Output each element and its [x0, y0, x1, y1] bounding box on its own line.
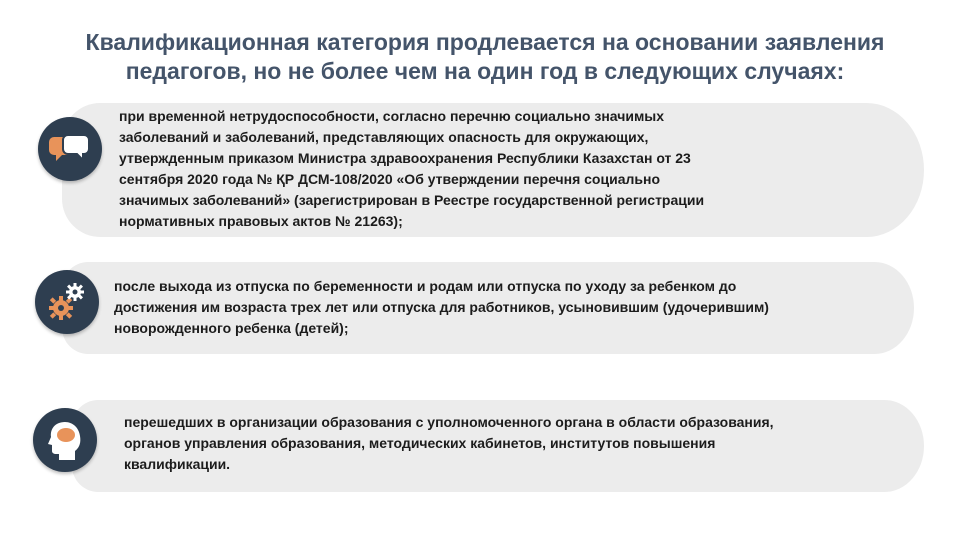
title-line-1: Квалификационная категория продлевается на основании заявления [85, 29, 885, 55]
item-text [119, 106, 704, 232]
item-text-line: сентября 2020 года № ҚР ДСМ-108/2020 «Об утверждении перечня социально [119, 171, 660, 187]
item-text-line: после выхода из отпуска по беременности и родам или отпуска по уходу за ребенком до [114, 278, 737, 294]
item-text-line: перешедших в организации образования с уполномоченного органа в области образования, [124, 414, 774, 430]
page-title [40, 28, 930, 86]
item-text-line: квалификации. [124, 456, 231, 472]
item-text-line: значимых заболеваний» (зарегистрирован в Реестре государственной регистрации [119, 192, 705, 208]
item-text-line: нормативных правовых актов № 21263); [119, 213, 403, 229]
item-text-line: достижения им возраста трех лет или отпуска для работников, усыновившим (удочерившим) [114, 299, 769, 315]
title-line-2: педагогов, но не более чем на один год в следующих случаях: [125, 58, 845, 84]
item-text-line: утвержденным приказом Министра здравоохранения Республики Казахстан от 23 [119, 150, 691, 166]
item-text-line: заболеваний и заболеваний, представляющих опасность для окружающих, [119, 129, 649, 145]
item-text [114, 276, 769, 339]
chat-bubbles-icon [38, 117, 102, 181]
head-brain-icon [33, 408, 97, 472]
item-text-line: новорожденного ребенка (детей); [114, 320, 349, 336]
item-text-line: органов управления образования, методических кабинетов, институтов повышения [124, 435, 716, 451]
gears-icon [35, 270, 99, 334]
item-text-line: при временной нетрудоспособности, согласно перечню социально значимых [119, 108, 665, 124]
item-text [124, 412, 774, 475]
